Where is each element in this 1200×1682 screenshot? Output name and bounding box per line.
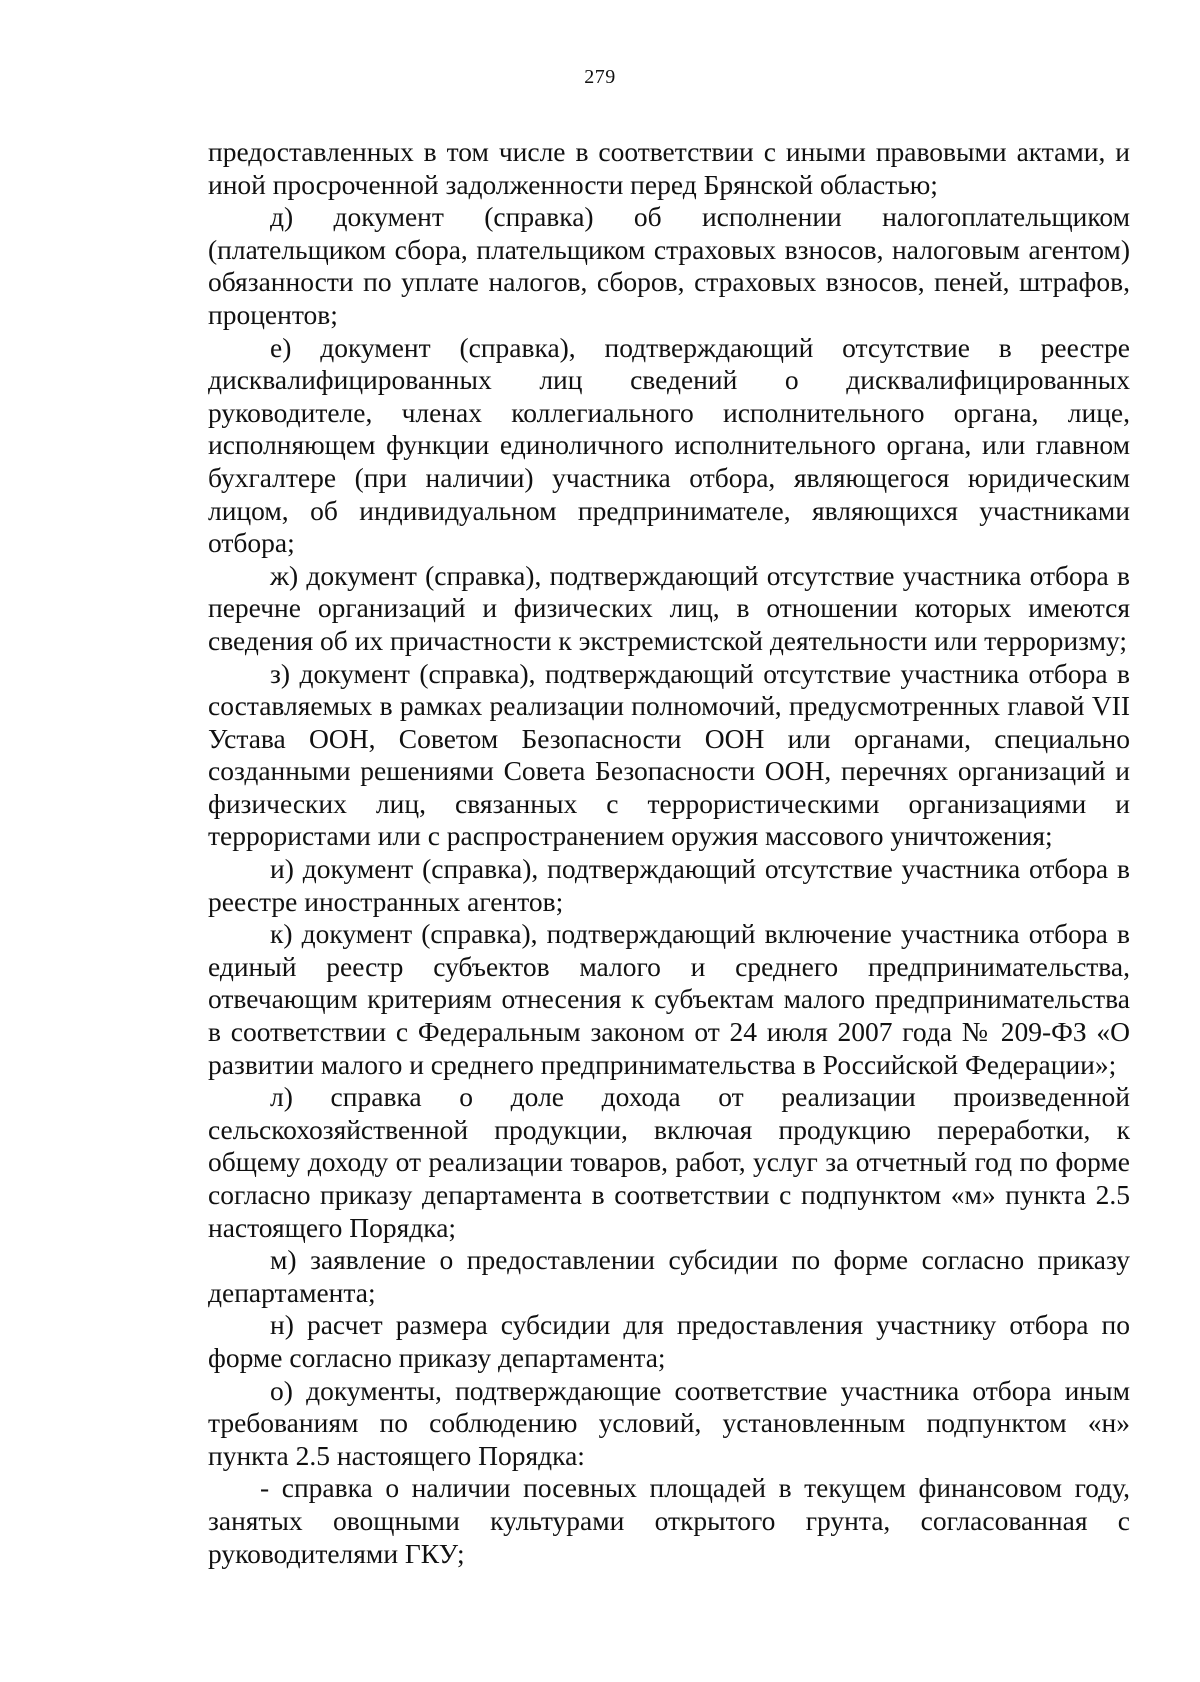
paragraph-item-i: и) документ (справка), подтверждающий отсутствие участника отбора в реестре иностранных агентов; — [208, 853, 1130, 917]
paragraph-item-d: д) документ (справка) об исполнении налогоплательщиком (плательщиком сбора, плательщиком страховых взносов, налоговым агентом) обязанности по уплате налогов, сборов, страховых взносов, пеней, штрафов, процентов; — [208, 201, 1130, 330]
paragraph-item-o: о) документы, подтверждающие соответствие участника отбора иным требованиям по соблюдению условий, установленным подпунктом «н» пункта 2.5 настоящего Порядка: — [208, 1374, 1130, 1471]
paragraph-item-m: м) заявление о предоставлении субсидии по форме согласно приказу департамента; — [208, 1244, 1130, 1308]
paragraph-item-zh: ж) документ (справка), подтверждающий отсутствие участника отбора в перечне организаций и физических лиц, в отношении которых имеются сведения об их причастности к экстремистской деятельности или терроризму; — [208, 559, 1130, 656]
paragraph-item-k: к) документ (справка), подтверждающий включение участника отбора в единый реестр субъектов малого и среднего предпринимательства, отвечающим критериям отнесения к субъектам малого предпринимательства в соответствии с Федеральным законом от 24 июля 2007 года № 209-ФЗ «О развитии малого и среднего предпринимательства в Российской Федерации»; — [208, 918, 1130, 1080]
page-number: 279 — [584, 66, 616, 88]
paragraph-item-l: л) справка о доле дохода от реализации произведенной сельскохозяйственной продукции, включая продукцию переработки, к общему доходу от реализации товаров, работ, услуг за отчетный год по форме согласно приказу департамента в соответствии с подпунктом «м» пункта 2.5 настоящего Порядка; — [208, 1081, 1130, 1243]
paragraph-item-z: з) документ (справка), подтверждающий отсутствие участника отбора в составляемых в рамках реализации полномочий, предусмотренных главой VII Устава ООН, Советом Безопасности ООН или органами, специально созданными решениями Совета Безопасности ООН, перечнях организаций и физических лиц, связанных с террористическими организациями и террористами или с распространением оружия массового уничтожения; — [208, 657, 1130, 852]
document-body — [208, 136, 1130, 1570]
paragraph-item-e: е) документ (справка), подтверждающий отсутствие в реестре дисквалифицированных лиц сведений о дисквалифицированных руководителе, членах коллегиального исполнительного органа, лице, исполняющем функции единоличного исполнительного органа, или главном бухгалтере (при наличии) участника отбора, являющегося юридическим лицом, об индивидуальном предпринимателе, являющихся участниками отбора; — [208, 331, 1130, 559]
paragraph-dash-item: - справка о наличии посевных площадей в текущем финансовом году, занятых овощными культурами открытого грунта, согласованная с руководителями ГКУ; — [208, 1472, 1130, 1569]
paragraph-continuation: предоставленных в том числе в соответствии с иными правовыми актами, и иной просроченной задолженности перед Брянской областью; — [208, 136, 1130, 200]
paragraph-item-n: н) расчет размера субсидии для предоставления участнику отбора по форме согласно приказу департамента; — [208, 1309, 1130, 1373]
